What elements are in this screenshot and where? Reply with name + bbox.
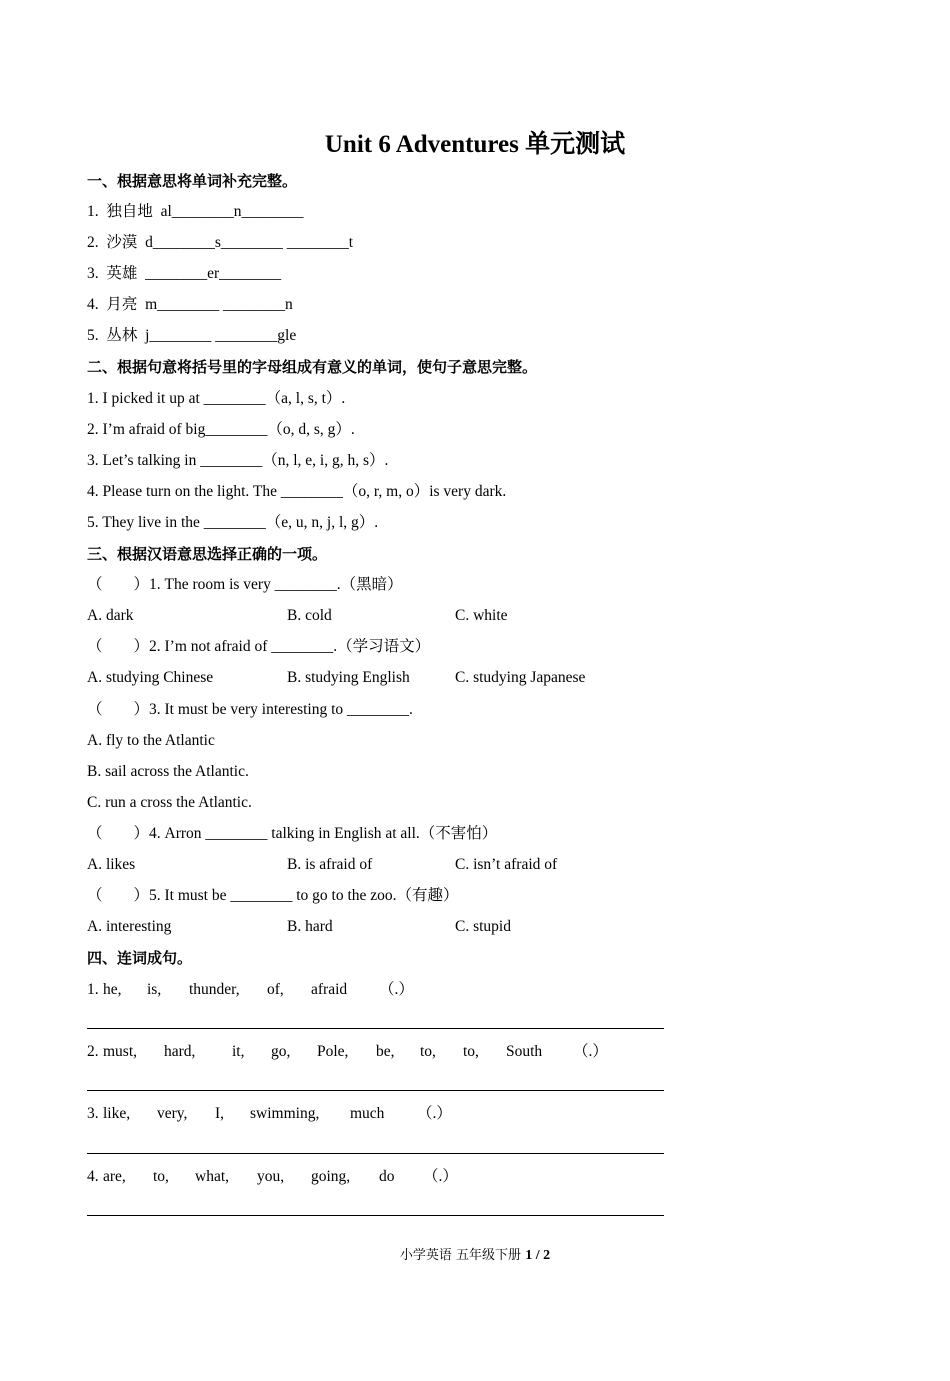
- option-c: C. stupid: [455, 918, 511, 935]
- page-title: Unit 6 Adventures 单元测试: [324, 131, 626, 158]
- section-3-heading: 三、根据汉语意思选择正确的一项。: [87, 545, 328, 563]
- option-a: A. studying Chinese: [87, 669, 214, 686]
- s4-q3: [87, 1102, 687, 1126]
- s2-item-2: 2. I’m afraid of big________（o, d, s, g）.: [87, 421, 355, 438]
- s3-q5-options: [87, 915, 687, 939]
- s1-item-1: 1. 独自地 al________n________: [87, 203, 304, 220]
- s3-q3-option-b: B. sail across the Atlantic.: [87, 763, 249, 780]
- option-c: C. white: [455, 607, 508, 624]
- question-number: 1.: [87, 981, 99, 998]
- s4-q4: [87, 1165, 687, 1189]
- word: going,: [311, 1168, 351, 1185]
- option-b: B. is afraid of: [287, 856, 373, 873]
- question-number: 2.: [87, 1043, 99, 1060]
- s2-item-3: 3. Let’s talking in ________（n, l, e, i, g, h, s）.: [87, 452, 389, 469]
- word: is,: [147, 981, 162, 998]
- answer-line: [87, 1215, 664, 1216]
- word: it,: [232, 1043, 245, 1060]
- word: I,: [215, 1105, 225, 1122]
- option-a: A. dark: [87, 607, 134, 624]
- option-a: A. interesting: [87, 918, 172, 935]
- s3-q3-stem: （ ）3. It must be very interesting to ________.: [87, 701, 413, 718]
- s2-item-4: 4. Please turn on the light. The ________（o, r, m, o）is very dark.: [87, 483, 507, 500]
- word: to,: [463, 1043, 479, 1060]
- word: you,: [257, 1168, 285, 1185]
- option-c: C. studying Japanese: [455, 669, 586, 686]
- answer-line: [87, 1028, 664, 1029]
- question-number: 3.: [87, 1105, 99, 1122]
- s3-q3-option-c: C. run a cross the Atlantic.: [87, 794, 252, 811]
- option-b: B. studying English: [287, 669, 410, 686]
- s3-q5-stem: （ ）5. It must be ________ to go to the zoo.（有趣）: [87, 887, 459, 904]
- section-1-heading: 一、根据意思将单词补充完整。: [87, 172, 298, 190]
- answer-line: [87, 1153, 664, 1154]
- word: very,: [157, 1105, 188, 1122]
- word: to,: [153, 1168, 169, 1185]
- s2-item-1: 1. I picked it up at ________（a, l, s, t）.: [87, 390, 346, 407]
- s2-item-5: 5. They live in the ________（e, u, n, j, l, g）.: [87, 514, 379, 531]
- word: like,: [103, 1105, 131, 1122]
- footer-text: 小学英语 五年级下册: [399, 1248, 522, 1263]
- s3-q1-stem: （ ）1. The room is very ________.（黑暗）: [87, 576, 403, 593]
- s1-item-5: 5. 丛林 j________ ________gle: [87, 327, 297, 344]
- question-number: 4.: [87, 1168, 99, 1185]
- word: hard,: [164, 1043, 196, 1060]
- s3-q2-options: [87, 666, 687, 690]
- word: of,: [267, 981, 284, 998]
- word: are,: [103, 1168, 126, 1185]
- s3-q1-options: [87, 604, 687, 628]
- page-number: 1 / 2: [525, 1248, 551, 1263]
- page-footer: [0, 1244, 950, 1264]
- word: he,: [103, 981, 122, 998]
- word: be,: [376, 1043, 395, 1060]
- word: much: [350, 1105, 385, 1122]
- s1-item-3: 3. 英雄 ________er________: [87, 265, 282, 282]
- word: thunder,: [189, 981, 240, 998]
- s4-q2: [87, 1040, 687, 1064]
- answer-line: [87, 1090, 664, 1091]
- s3-q4-options: [87, 853, 687, 877]
- option-b: B. cold: [287, 607, 332, 624]
- s3-q4-stem: （ ）4. Arron ________ talking in English at all.（不害怕）: [87, 825, 498, 842]
- option-a: A. likes: [87, 856, 136, 873]
- option-b: B. hard: [287, 918, 333, 935]
- s1-item-2: 2. 沙漠 d________s________ ________t: [87, 234, 354, 251]
- section-4-heading: 四、连词成句。: [87, 949, 193, 967]
- s3-q3-option-a: A. fly to the Atlantic: [87, 732, 215, 749]
- s3-q2-stem: （ ）2. I’m not afraid of ________.（学习语文）: [87, 638, 431, 655]
- word: afraid: [311, 981, 348, 998]
- word: to,: [420, 1043, 436, 1060]
- word: （.）: [423, 1168, 458, 1185]
- word: what,: [195, 1168, 230, 1185]
- word: （.）: [417, 1105, 452, 1122]
- word: Pole,: [317, 1043, 349, 1060]
- word: South: [506, 1043, 543, 1060]
- word: do: [379, 1168, 395, 1185]
- s4-q1: [87, 978, 687, 1002]
- word: （.）: [379, 981, 414, 998]
- word: must,: [103, 1043, 138, 1060]
- option-c: C. isn’t afraid of: [455, 856, 558, 873]
- word: （.）: [573, 1043, 608, 1060]
- word: go,: [271, 1043, 291, 1060]
- section-2-heading: 二、根据句意将括号里的字母组成有意义的单词，使句子意思完整。: [87, 358, 538, 376]
- s1-item-4: 4. 月亮 m________ ________n: [87, 296, 293, 313]
- word: swimming,: [250, 1105, 320, 1122]
